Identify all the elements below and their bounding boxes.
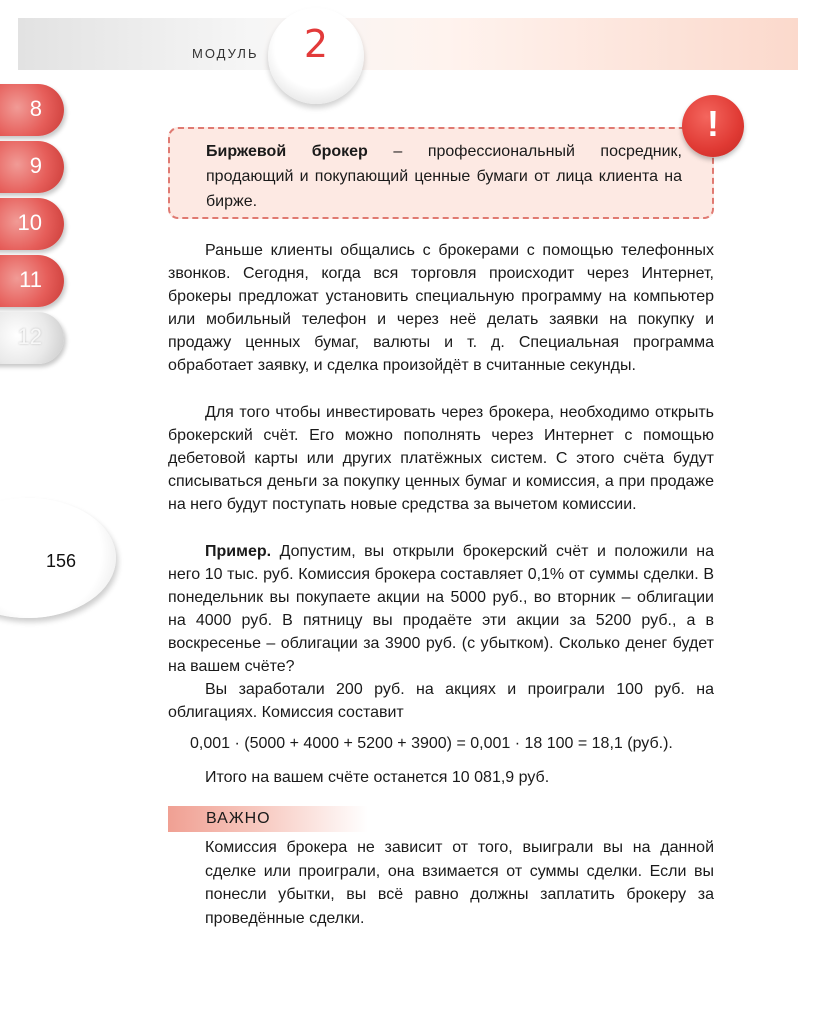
- total-line: Итого на вашем счёте останется 10 081,9 руб.: [205, 769, 550, 786]
- module-number-badge: [268, 8, 364, 104]
- definition-body: – профессиональный посредник, продающий и покупающий ценные бумаги от лица клиента на бирже.: [206, 143, 682, 210]
- exclamation-icon: [682, 95, 744, 157]
- definition-text: [206, 139, 682, 214]
- module-label: МОДУЛЬ: [192, 46, 259, 61]
- chapter-tab-label: 10: [17, 210, 42, 235]
- definition-term: Биржевой брокер: [206, 143, 368, 160]
- example-paragraph: [168, 540, 714, 678]
- chapter-tab-8[interactable]: [0, 84, 64, 136]
- chapter-tab-9[interactable]: [0, 141, 64, 193]
- alert-symbol: !: [707, 103, 719, 144]
- header-band: [18, 18, 798, 70]
- paragraph-4: Вы заработали 200 руб. на акциях и проиграли 100 руб. на облигациях. Комиссия составит: [168, 681, 714, 721]
- important-text: Комиссия брокера не зависит от того, выиграли вы на данной сделке или проиграли, она взимается от суммы сделки. Если вы понесли убытки, вы всё равно должны заплатить брокеру за проведённые сделки.: [205, 839, 714, 927]
- example-text: Допустим, вы открыли брокерский счёт и положили на него 10 тыс. руб. Комиссия брокера составляет 0,1% от суммы сделки. В понедельник вы покупаете акции на 5000 руб., во вторник – облигации на 4000 руб. В пятницу вы продаёте эти акции за 5200 руб., а в воскресенье – облигации за 3900 руб. (с убытком). Сколько денег будет на вашем счёте?: [168, 543, 714, 675]
- paragraph-1: Раньше клиенты общались с брокерами с помощью телефонных звонков. Сегодня, когда вся торговля происходит через Интернет, брокеры предложат установить специальную программу на компьютер или мобильный телефон и через неё делать заявки на покупку и продажу ценных бумаг, валюты и т. д. Специальная программа обработает заявку, и сделка произойдёт в считанные секунды.: [168, 242, 714, 374]
- definition-box: [168, 127, 714, 219]
- example-label: Пример.: [205, 543, 272, 560]
- chapter-tab-label: 11: [19, 267, 42, 292]
- important-label: ВАЖНО: [206, 810, 271, 827]
- page-number: 156: [46, 551, 77, 571]
- chapter-tab-label: 12: [17, 324, 42, 349]
- chapter-tab-10[interactable]: [0, 198, 64, 250]
- module-number: 2: [303, 22, 329, 66]
- important-banner: [168, 806, 368, 832]
- chapter-tab-11[interactable]: [0, 255, 64, 307]
- chapter-tab-12[interactable]: [0, 312, 64, 364]
- paragraph-2: Для того чтобы инвестировать через брокера, необходимо открыть брокерский счёт. Его можно пополнять через Интернет с помощью дебетовой карты или других платёжных систем. С этого счёта будут списываться деньги за покупку ценных бумаг и комиссия, а при продаже на него будут поступать новые средства за вычетом комиссии.: [168, 404, 714, 513]
- chapter-tab-label: 9: [29, 153, 42, 178]
- chapter-tab-label: 8: [29, 96, 42, 121]
- formula: 0,001 · (5000 + 4000 + 5200 + 3900) = 0,001 · 18 100 = 18,1 (руб.).: [190, 735, 673, 752]
